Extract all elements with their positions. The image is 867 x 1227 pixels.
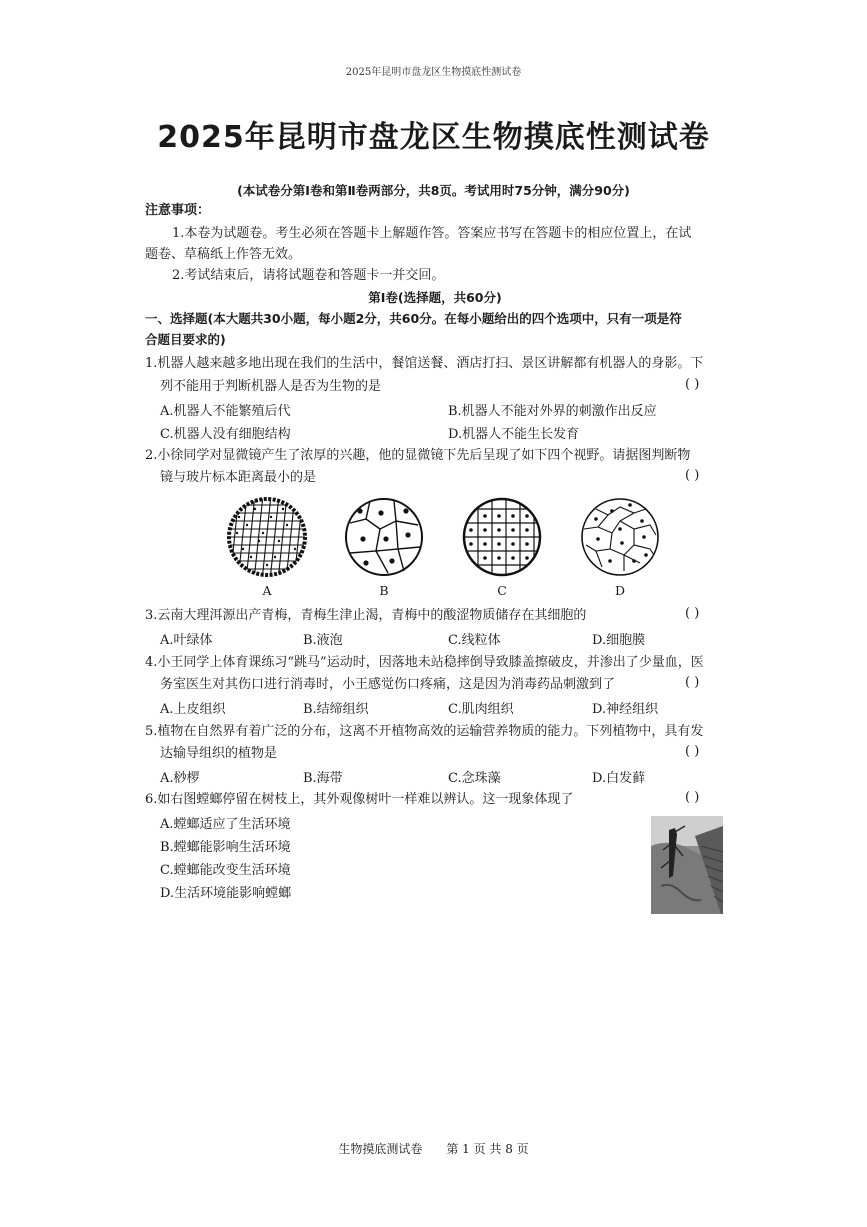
mantis-photo [651, 816, 723, 914]
notice-item-1-line-2: 题卷、草稿纸上作答无效。 [145, 247, 302, 262]
question-6-option-c: C.螳螂能改变生活环境 [160, 863, 291, 878]
volume-title: 第Ⅰ卷(选择题，共60分) [368, 290, 502, 305]
figure-label-d: D [614, 583, 626, 598]
question-4-answer-paren: ( ) [685, 675, 700, 690]
question-4-option-d: D.神经组织 [592, 702, 659, 717]
question-3-option-c: C.线粒体 [448, 633, 501, 648]
question-2-answer-paren: ( ) [685, 468, 700, 483]
question-4-stem-line-1: 4.小王同学上体育课练习“跳马”运动时，因落地未站稳摔倒导致膝盖擦破皮，并渗出了少量血，医 [145, 655, 704, 670]
question-5-stem-line-1: 5.植物在自然界有着广泛的分布，这离不开植物高效的运输营养物质的能力。下列植物中，具有发 [145, 724, 704, 739]
running-head: 2025年昆明市盘龙区生物摸底性测试卷 [345, 67, 522, 78]
figure-label-c: C [497, 583, 507, 598]
question-1-stem-line-2: 列不能用于判断机器人是否为生物的是 [160, 379, 382, 394]
question-6-option-a: A.螳螂适应了生活环境 [160, 817, 291, 832]
question-2-stem-line-2: 镜与玻片标本距离最小的是 [160, 470, 317, 485]
field-d [582, 499, 658, 575]
field-a [229, 499, 305, 575]
question-3-option-d: D.细胞膜 [592, 633, 646, 648]
field-b [346, 499, 422, 575]
question-3-option-b: B.液泡 [303, 633, 343, 648]
question-4-option-a: A.上皮组织 [160, 702, 226, 717]
question-6-option-d: D.生活环境能影响螳螂 [160, 886, 292, 901]
mantis-photo-svg [651, 816, 723, 914]
microscope-fields-svg [220, 495, 670, 605]
question-6-answer-paren: ( ) [685, 790, 700, 805]
figure-label-b: B [379, 583, 389, 598]
question-6-option-b: B.螳螂能影响生活环境 [160, 840, 291, 855]
microscope-fields-figure [220, 495, 670, 605]
question-1-option-c: C.机器人没有细胞结构 [160, 427, 291, 442]
figure-label-a: A [262, 583, 272, 598]
question-3-answer-paren: ( ) [685, 606, 700, 621]
question-1-stem-line-1: 1.机器人越来越多地出现在我们的生活中，餐馆送餐、酒店打扫、景区讲解都有机器人的身影。下 [145, 356, 704, 371]
exam-subtitle: (本试卷分第Ⅰ卷和第Ⅱ卷两部分，共8页。考试用时75分钟，满分90分) [237, 183, 630, 198]
part-heading-line-1: 一、选择题(本大题共30小题，每小题2分，共60分。在每小题给出的四个选项中，只有一项是符 [145, 311, 682, 326]
question-1-option-d: D.机器人不能生长发育 [448, 427, 580, 442]
notice-item-1-line-1: 1.本卷为试题卷。考生必须在答题卡上解题作答。答案应书写在答题卡的相应位置上，在试 [172, 226, 692, 241]
question-5-option-d: D.白发藓 [592, 771, 646, 786]
question-2-stem-line-1: 2.小徐同学对显微镜产生了浓厚的兴趣，他的显微镜下先后呈现了如下四个视野。请据图判断物 [145, 448, 691, 463]
question-6-stem: 6.如右图螳螂停留在树枝上，其外观像树叶一样难以辨认。这一现象体现了 [145, 792, 574, 807]
question-1-option-a: A.机器人不能繁殖后代 [160, 404, 291, 419]
question-4-option-b: B.结缔组织 [303, 702, 369, 717]
question-5-option-b: B.海带 [303, 771, 343, 786]
question-1-option-b: B.机器人不能对外界的刺激作出反应 [448, 404, 657, 419]
part-heading-line-2: 合题目要求的) [145, 332, 226, 347]
page-footer: 生物摸底测试卷 第 1 页 共 8 页 [338, 1142, 529, 1156]
question-5-option-c: C.念珠藻 [448, 771, 501, 786]
question-5-option-a: A.桫椤 [160, 771, 200, 786]
notice-item-2: 2.考试结束后，请将试题卷和答题卡一并交回。 [172, 268, 445, 283]
question-3-stem: 3.云南大理洱源出产青梅，青梅生津止渴，青梅中的酸涩物质储存在其细胞的 [145, 608, 587, 623]
question-4-option-c: C.肌肉组织 [448, 702, 514, 717]
question-5-stem-line-2: 达输导组织的植物是 [160, 746, 278, 761]
question-3-option-a: A.叶绿体 [160, 633, 213, 648]
question-5-answer-paren: ( ) [685, 744, 700, 759]
question-4-stem-line-2: 务室医生对其伤口进行消毒时，小王感觉伤口疼痛，这是因为消毒药品刺激到了 [160, 677, 616, 692]
notice-heading: 注意事项： [145, 203, 211, 218]
question-1-answer-paren: ( ) [685, 377, 700, 392]
page-title: 2025年昆明市盘龙区生物摸底性测试卷 [157, 120, 710, 155]
field-c [464, 499, 540, 575]
